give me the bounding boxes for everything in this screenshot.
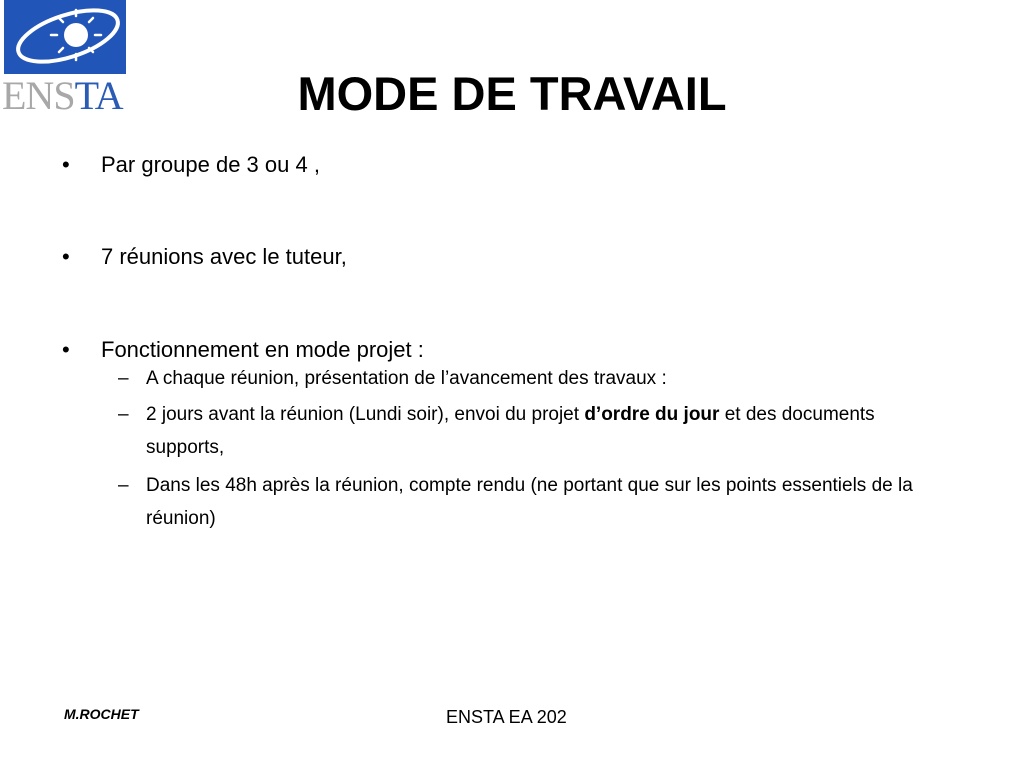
bullet-marker: • <box>62 152 70 177</box>
sub-bullet-text: A chaque réunion, présentation de l’avancement des travaux : <box>146 368 667 389</box>
sun-icon <box>4 0 126 74</box>
footer-course: ENSTA EA 202 <box>446 707 567 727</box>
emphasis-text: d’ordre du jour <box>584 404 720 425</box>
sub-bullet-text: 2 jours avant la réunion (Lundi soir), envoi du projet d’ordre du jour et des documents supports, <box>146 404 875 458</box>
sub-bullet-marker: – <box>118 404 129 425</box>
bullet-marker: • <box>62 244 70 269</box>
footer-author: M.ROCHET <box>64 706 139 722</box>
bullet-marker: • <box>62 337 70 362</box>
bullet-text: 7 réunions avec le tuteur, <box>101 244 347 269</box>
bullet-text: Fonctionnement en mode projet : <box>101 337 424 362</box>
slide-title: MODE DE TRAVAIL <box>297 67 727 120</box>
sub-bullet-marker: – <box>118 368 129 389</box>
logo-emblem <box>4 0 126 74</box>
bullet-text: Par groupe de 3 ou 4 , <box>101 152 320 177</box>
sub-bullet-text: Dans les 48h après la réunion, compte rendu (ne portant que sur les points essentiels de la réunion) <box>146 475 913 529</box>
sub-bullet-marker: – <box>118 475 129 496</box>
logo-wordmark: ENSTA <box>2 73 123 118</box>
